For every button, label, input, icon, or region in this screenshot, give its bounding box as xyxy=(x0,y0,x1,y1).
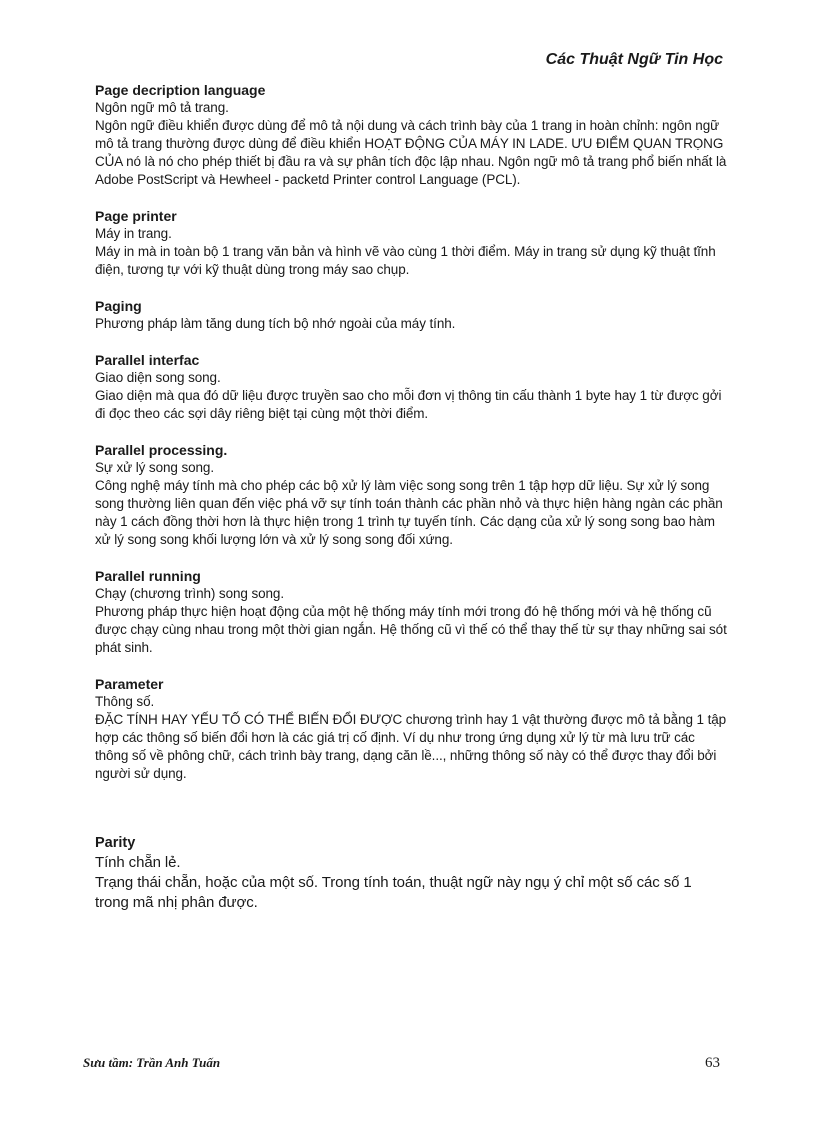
entry-translation: Máy in trang. xyxy=(95,226,172,241)
entry-term: Parallel running xyxy=(95,568,201,584)
entry-definition: Phương pháp làm tăng dung tích bộ nhớ ngoài của máy tính. xyxy=(95,316,456,331)
entry-definition: Phương pháp thực hiện hoạt động của một hệ thống máy tính mới trong đó hệ thống mới và hệ thống cũ được chạy cùng nhau trong một thời gian ngắn. Hệ thống cũ vì thế có thể thay thế từ sự thay những sai sót phát sinh. xyxy=(95,604,727,655)
glossary-entry-page-description-language xyxy=(95,81,727,189)
entry-translation: Thông số. xyxy=(95,694,155,709)
entry-definition: Giao diện mà qua đó dữ liệu được truyền sao cho mỗi đơn vị thông tin cấu thành 1 byte hay 1 từ được gởi đi đọc theo các sợi dây riêng biệt tại cùng một thời điểm. xyxy=(95,388,722,421)
glossary-entry-page-printer xyxy=(95,207,727,279)
entry-translation: Ngôn ngữ mô tả trang. xyxy=(95,100,229,115)
entry-definition: ĐẶC TÍNH HAY YẾU TỐ CÓ THỂ BIẾN ĐỔI ĐƯỢC chương trình hay 1 vật thường được mô tả bằng 1 tập hợp các thông số biến đổi hơn là các giá trị cố định. Ví dụ như trong ứng dụng xử lý từ mà lưu trữ các thông số về phông chữ, cách trình bày trang, dạng căn lề..., những thông số này có thể được thay đổi bởi người sử dụng. xyxy=(95,712,727,781)
entry-translation: Giao diện song song. xyxy=(95,370,221,385)
glossary-entry-parallel-processing xyxy=(95,441,727,549)
entry-definition: Trạng thái chẵn, hoặc của một số. Trong tính toán, thuật ngữ này ngụ ý chỉ một số các số 1 trong mã nhị phân được. xyxy=(95,874,692,911)
entry-term: Parallel interfac xyxy=(95,352,200,368)
page-header-title: Các Thuật Ngữ Tin Học xyxy=(545,51,723,68)
entry-definition: Công nghệ máy tính mà cho phép các bộ xử lý làm việc song song trên 1 tập hợp dữ liệu. Sự xử lý song song thường liên quan đến việc phá vỡ sự tính toán thành các phần nhỏ và thực hiện hàng ngàn các phần này 1 cách đồng thời hơn là thực hiện trong 1 trình tự tuyến tính. Các dạng của xử lý song song bao hàm xử lý song song khối lượng lớn và xử lý song song đối xứng. xyxy=(95,478,723,547)
entry-term: Page decription language xyxy=(95,82,266,98)
glossary-entry-parallel-running xyxy=(95,567,727,657)
entry-translation: Tính chẵn lẻ. xyxy=(95,854,181,871)
page-number: 63 xyxy=(705,1055,720,1071)
glossary-entry-parallel-interfac xyxy=(95,351,727,423)
glossary-entry-paging xyxy=(95,297,727,333)
glossary-entry-parity xyxy=(95,834,727,913)
entry-term: Page printer xyxy=(95,208,177,224)
glossary-content xyxy=(95,81,727,913)
entry-term: Parameter xyxy=(95,676,164,692)
entry-translation: Sự xử lý song song. xyxy=(95,460,214,475)
entry-term: Parity xyxy=(95,835,136,851)
entry-translation: Chạy (chương trình) song song. xyxy=(95,586,284,601)
entry-term: Parallel processing. xyxy=(95,442,228,458)
glossary-entry-parameter xyxy=(95,675,727,783)
footer-author: Sưu tầm: Trần Anh Tuấn xyxy=(83,1055,221,1070)
entry-definition: Máy in mà in toàn bộ 1 trang văn bản và hình vẽ vào cùng 1 thời điểm. Máy in trang sử dụng kỹ thuật tĩnh điện, tương tự với kỹ thuật dùng trong máy sao chụp. xyxy=(95,244,716,277)
entry-definition: Ngôn ngữ điều khiển được dùng để mô tả nội dung và cách trình bày của 1 trang in hoàn chỉnh: ngôn ngữ mô tả trang thường được dùng để điều khiển HOẠT ĐỘNG CỦA MÁY IN LADE. ƯU ĐIỂM QUAN TRỌNG CỦA nó là nó cho phép thiết bị đầu ra và sự phân tích độc lập nhau. Ngôn ngữ mô tả trang phổ biến nhất là Adobe PostScript và Hewheel - packetd Printer control Language (PCL). xyxy=(95,118,727,187)
entry-term: Paging xyxy=(95,298,142,314)
